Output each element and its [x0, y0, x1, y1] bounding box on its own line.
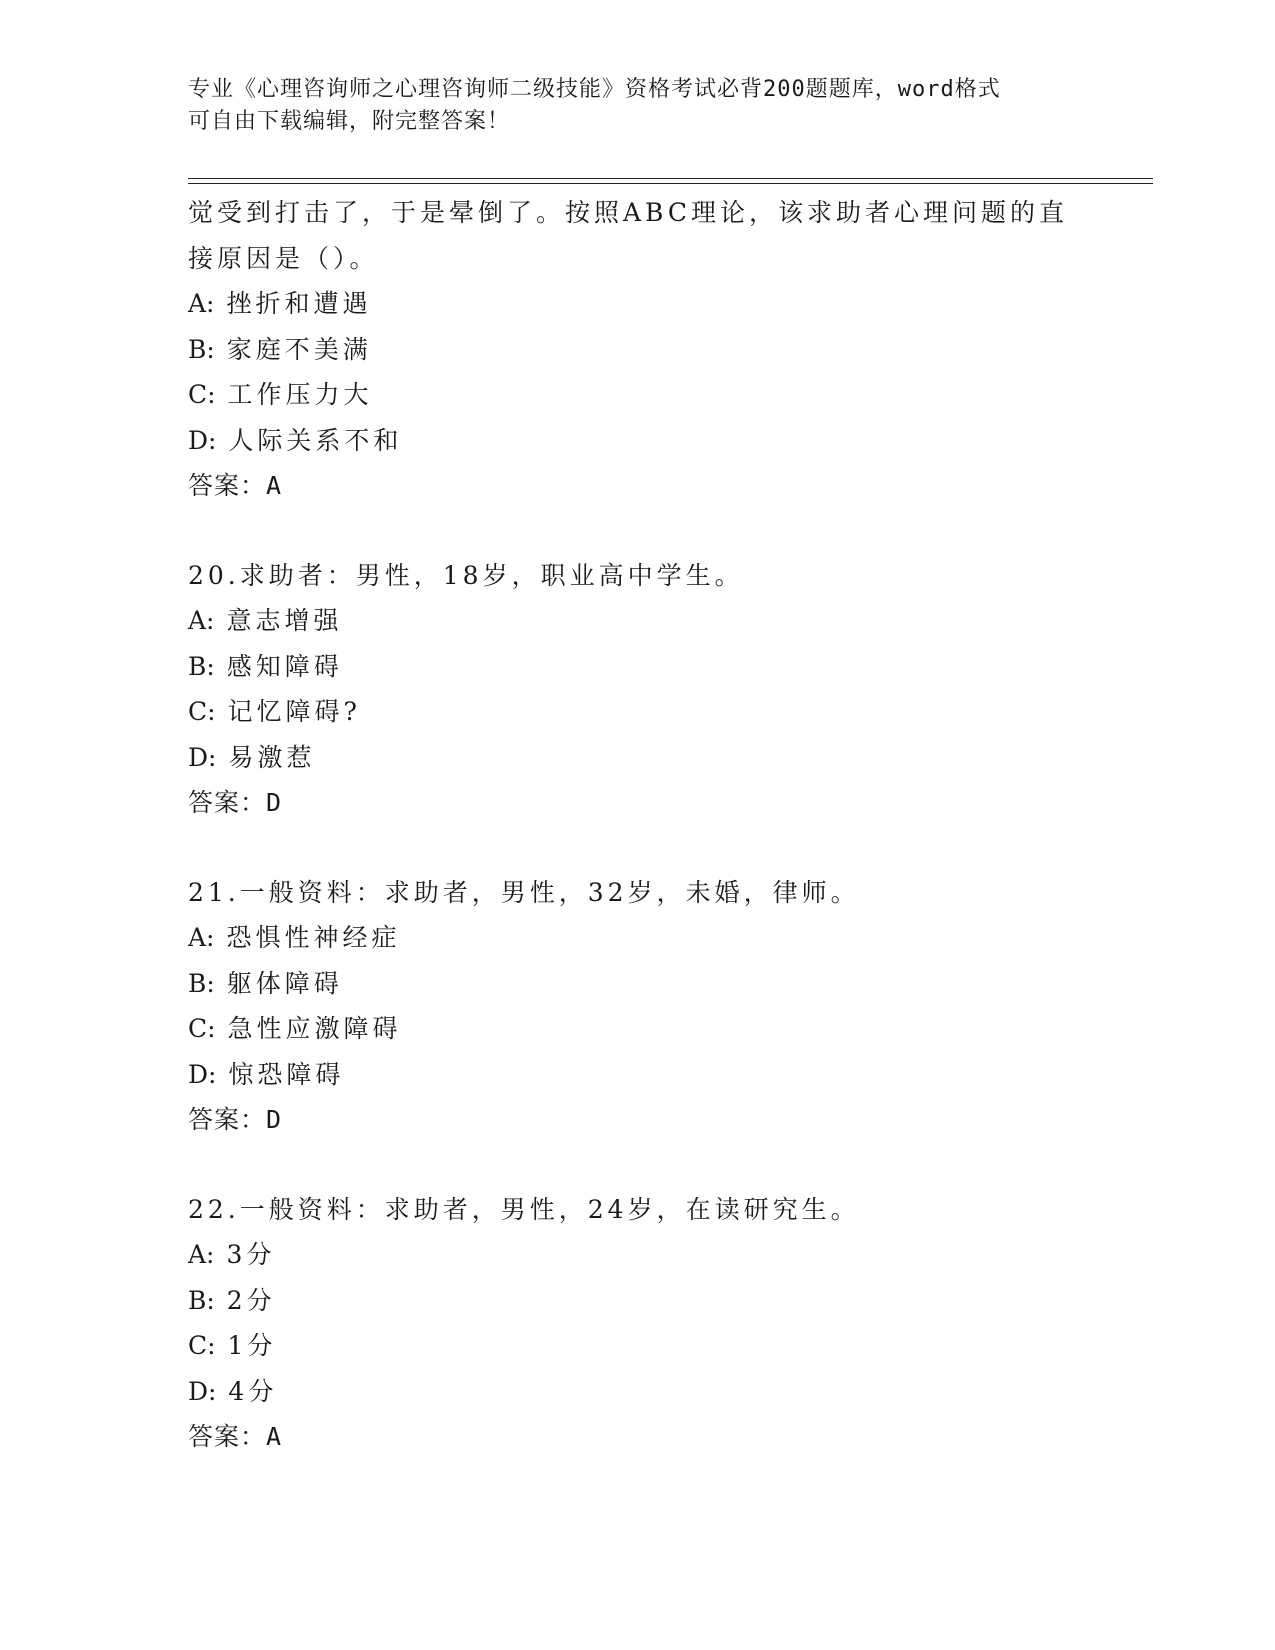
- option-b: [188, 644, 1088, 690]
- option-c: [188, 1006, 1088, 1052]
- option-letter: C:: [188, 1331, 216, 1360]
- option-text: 3分: [226, 1240, 276, 1269]
- option-c: [188, 689, 1088, 735]
- question-stem-line: 接原因是（）。: [188, 243, 379, 273]
- option-letter: A:: [188, 923, 215, 952]
- option-letter: A:: [188, 606, 215, 635]
- option-a: [188, 598, 1088, 644]
- option-letter: D:: [188, 742, 217, 772]
- option-text: 2分: [226, 1285, 276, 1315]
- option-letter: B:: [188, 968, 215, 998]
- option-text: 惊恐障碍: [228, 1059, 345, 1089]
- option-b: [188, 961, 1088, 1007]
- option-d: [188, 735, 1088, 781]
- header-line-1: 专业《心理咨询师之心理咨询师二级技能》资格考试必背200题题库，word格式: [188, 77, 1001, 102]
- spacer: [188, 1143, 1088, 1187]
- option-b: [188, 327, 1088, 373]
- option-text: 家庭不美满: [226, 334, 372, 364]
- option-text: 记忆障碍?: [227, 697, 361, 726]
- answer-line: 答案：A: [188, 1422, 283, 1451]
- document-header: [188, 74, 1068, 138]
- answer-line: 答案：A: [188, 471, 283, 500]
- option-letter: C:: [188, 1014, 216, 1043]
- option-c: [188, 372, 1088, 418]
- option-a: [188, 1232, 1088, 1278]
- question-stem-line: 觉受到打击了，于是晕倒了。按照ABC理论，该求助者心理问题的直: [188, 198, 1069, 227]
- option-a: [188, 281, 1088, 327]
- option-letter: A:: [188, 1240, 215, 1269]
- question-block-continued: [188, 190, 1088, 509]
- option-d: [188, 1052, 1088, 1098]
- header-divider-bottom: [188, 183, 1153, 184]
- option-text: 易激惹: [228, 742, 316, 772]
- option-c: [188, 1323, 1088, 1369]
- answer-line: 答案：D: [188, 1105, 283, 1134]
- header-line-2: 可自由下载编辑，附完整答案！: [188, 109, 511, 134]
- question-block-21: [188, 870, 1088, 1143]
- option-text: 1分: [227, 1331, 277, 1360]
- option-a: [188, 915, 1088, 961]
- option-text: 挫折和遭遇: [226, 289, 372, 318]
- option-letter: B:: [188, 651, 215, 681]
- option-letter: B:: [188, 334, 215, 364]
- option-letter: A:: [188, 289, 215, 318]
- spacer: [188, 509, 1088, 553]
- option-b: [188, 1278, 1088, 1324]
- question-block-20: [188, 553, 1088, 826]
- option-letter: D:: [188, 425, 217, 455]
- header-divider-top: [188, 178, 1153, 179]
- option-text: 急性应激障碍: [227, 1014, 402, 1043]
- option-letter: B:: [188, 1285, 215, 1315]
- question-block-22: [188, 1187, 1088, 1460]
- option-text: 感知障碍: [226, 651, 343, 681]
- option-text: 4分: [228, 1376, 278, 1406]
- question-stem: 20.求助者：男性，18岁，职业高中学生。: [188, 560, 744, 590]
- question-content: [188, 190, 1088, 1460]
- option-text: 工作压力大: [227, 380, 373, 409]
- option-letter: C:: [188, 380, 216, 409]
- option-letter: D:: [188, 1059, 217, 1089]
- option-d: [188, 1369, 1088, 1415]
- option-text: 躯体障碍: [226, 968, 343, 998]
- question-stem: 21.一般资料：求助者，男性，32岁，未婚，律师。: [188, 877, 860, 907]
- question-stem: 22.一般资料：求助者，男性，24岁，在读研究生。: [188, 1194, 860, 1224]
- spacer: [188, 826, 1088, 870]
- option-letter: D:: [188, 1376, 217, 1406]
- option-text: 意志增强: [226, 606, 343, 635]
- option-d: [188, 418, 1088, 464]
- option-letter: C:: [188, 697, 216, 726]
- option-text: 人际关系不和: [228, 425, 403, 455]
- option-text: 恐惧性神经症: [226, 923, 401, 952]
- answer-line: 答案：D: [188, 788, 283, 817]
